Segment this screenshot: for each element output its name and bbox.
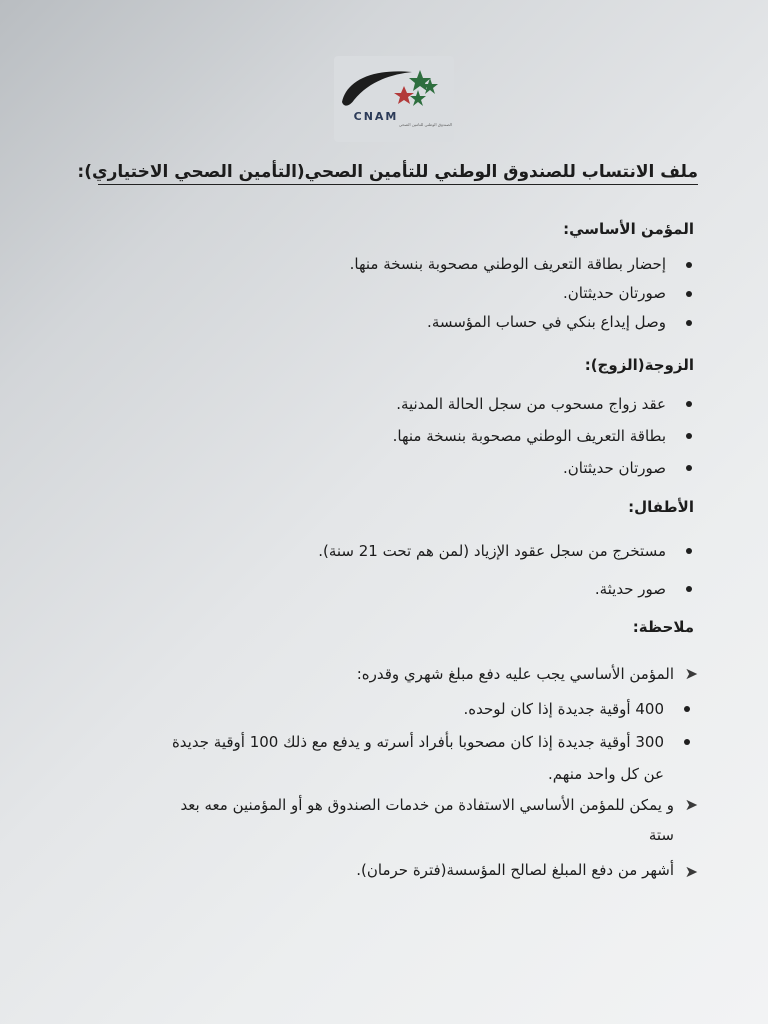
note-list-item: 400 أوقية جديدة إذا كان لوحده. (38, 692, 692, 726)
logo-text: CNAM (353, 110, 399, 123)
list-item: صور حديثة. (54, 570, 694, 608)
cnam-logo (334, 56, 454, 142)
note-list (38, 656, 698, 890)
bullet-icon (686, 320, 692, 326)
note-arrow-item: ➤ أشهر من دفع المبلغ لصالح المؤسسة(فترة حرمان). (38, 850, 698, 890)
arrow-bullet-icon: ➤ (684, 664, 698, 683)
children-requirements-list (54, 532, 694, 608)
bullet-icon (686, 262, 692, 268)
list-item: إحضار بطاقة التعريف الوطني مصحوبة بنسخة منها. (54, 250, 694, 279)
section-heading-note: ملاحظة: (632, 618, 694, 636)
bullet-icon (686, 433, 692, 439)
list-item: صورتان حديثتان. (54, 279, 694, 308)
list-item: مستخرج من سجل عقود الإزياد (لمن هم تحت 21 سنة). (54, 532, 694, 570)
list-item: عقد زواج مسحوب من سجل الحالة المدنية. (54, 388, 694, 420)
list-item: بطاقة التعريف الوطني مصحوبة بنسخة منها. (54, 420, 694, 452)
section-heading-spouse: الزوجة(الزوج): (584, 356, 694, 374)
note-arrow-item: ➤ و يمكن للمؤمن الأساسي الاستفادة من خدمات الصندوق هو أو المؤمنين معه بعد ستة (38, 790, 698, 850)
note-list-item: 300 أوقية جديدة إذا كان مصحوبا بأفراد أسرته و يدفع مع ذلك 100 أوقية جديدة عن كل واحد منهم. (38, 726, 692, 790)
section-heading-insured: المؤمن الأساسي: (563, 220, 694, 238)
bullet-icon (686, 465, 692, 471)
bullet-icon (684, 706, 690, 712)
bullet-icon (684, 739, 690, 745)
document-title: ملف الانتساب للصندوق الوطني للتأمين الصحي(التأمين الصحي الاختياري): (77, 162, 698, 182)
spouse-requirements-list (54, 388, 694, 484)
section-heading-children: الأطفال: (628, 498, 694, 516)
insured-requirements-list (54, 250, 694, 337)
note-arrow-item: ➤ المؤمن الأساسي يجب عليه دفع مبلغ شهري وقدره: (38, 656, 698, 692)
list-item: صورتان حديثتان. (54, 452, 694, 484)
list-item: وصل إيداع بنكي في حساب المؤسسة. (54, 308, 694, 337)
bullet-icon (686, 586, 692, 592)
bullet-icon (686, 401, 692, 407)
bullet-icon (686, 291, 692, 297)
arrow-bullet-icon: ➤ (684, 862, 698, 881)
bullet-icon (686, 548, 692, 554)
logo-subtitle: الصندوق الوطني للتأمين الصحي (398, 123, 452, 127)
title-underline (98, 184, 698, 185)
arrow-bullet-icon: ➤ (684, 795, 698, 814)
